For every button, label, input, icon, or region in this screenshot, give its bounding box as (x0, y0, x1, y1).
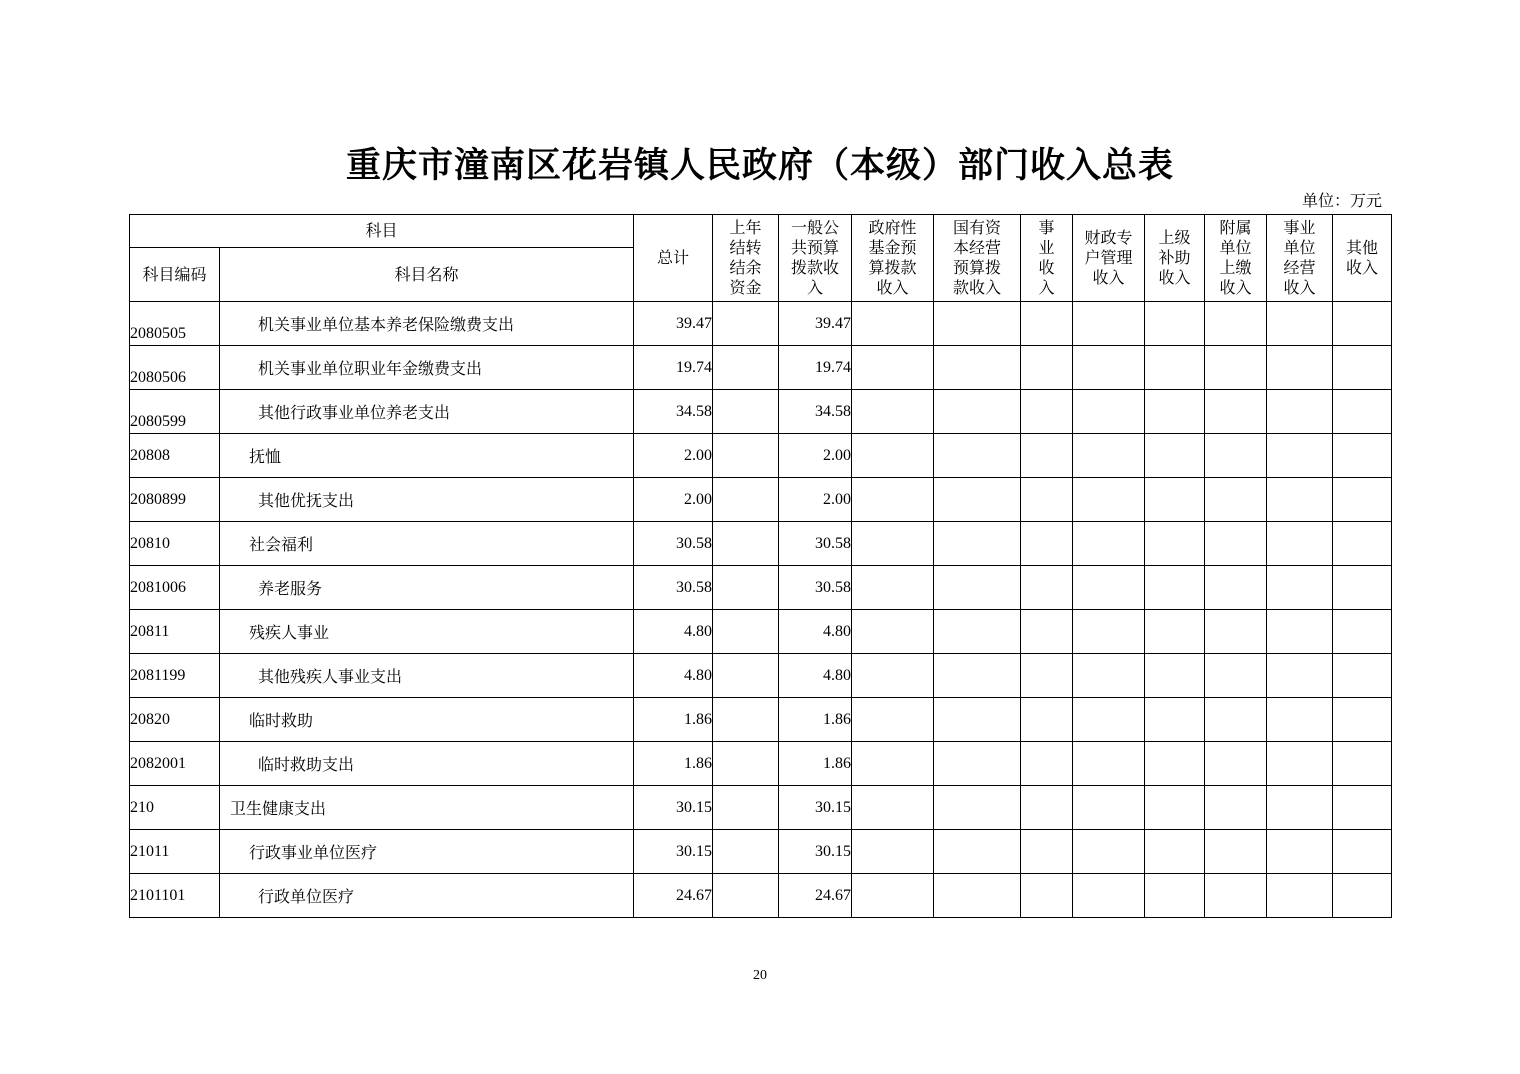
header-gov-fund-line: 算拨款 (868, 258, 917, 277)
header-affiliated-line: 收入 (1219, 278, 1252, 297)
subject-name: 临时救助 (220, 698, 634, 742)
header-other-line: 其他 (1346, 238, 1379, 257)
subject-code: 2080506 (130, 346, 220, 390)
header-carryover-line: 结转 (729, 238, 762, 257)
table-row (130, 654, 1392, 698)
empty-cell (713, 742, 779, 786)
subject-code: 20820 (130, 698, 220, 742)
unit-label: 单位：万元 (1301, 191, 1382, 210)
empty-cell (1145, 346, 1205, 390)
empty-cell (713, 698, 779, 742)
empty-cell (1333, 522, 1392, 566)
empty-cell (1267, 390, 1333, 434)
header-state-capital-line: 本经营 (953, 238, 1002, 257)
empty-cell (934, 742, 1021, 786)
subject-name: 社会福利 (220, 522, 634, 566)
header-gov-fund-line: 基金预 (868, 238, 917, 257)
empty-cell (934, 786, 1021, 830)
empty-cell (852, 786, 934, 830)
empty-cell (1267, 830, 1333, 874)
header-other-line: 收入 (1346, 258, 1379, 277)
subject-code: 21011 (130, 830, 220, 874)
general-budget-value: 1.86 (779, 742, 852, 786)
header-fiscal-special-line: 财政专 (1084, 228, 1133, 247)
header-state-capital (934, 215, 1021, 302)
header-other (1333, 215, 1392, 302)
empty-cell (1021, 874, 1073, 918)
empty-cell (1333, 390, 1392, 434)
empty-cell (1333, 654, 1392, 698)
empty-cell (1267, 346, 1333, 390)
empty-cell (1021, 830, 1073, 874)
header-superior-subsidy-line: 收入 (1158, 268, 1191, 287)
empty-cell (1267, 654, 1333, 698)
header-affiliated (1205, 215, 1267, 302)
empty-cell (1073, 830, 1145, 874)
header-operating-line: 单位 (1283, 238, 1316, 257)
empty-cell (1073, 610, 1145, 654)
empty-cell (1267, 302, 1333, 346)
empty-cell (1073, 698, 1145, 742)
empty-cell (1021, 434, 1073, 478)
subject-code: 2081006 (130, 566, 220, 610)
header-state-capital-line: 国有资 (953, 218, 1002, 237)
empty-cell (1333, 830, 1392, 874)
general-budget-value: 4.80 (779, 654, 852, 698)
empty-cell (934, 346, 1021, 390)
empty-cell (852, 830, 934, 874)
empty-cell (1333, 346, 1392, 390)
page-title: 重庆市潼南区花岩镇人民政府（本级）部门收入总表 (345, 146, 1174, 186)
header-carryover-line: 上年 (729, 218, 762, 237)
empty-cell (1021, 654, 1073, 698)
empty-cell (1145, 478, 1205, 522)
subject-name: 行政单位医疗 (220, 874, 634, 918)
empty-cell (1145, 874, 1205, 918)
table-row (130, 434, 1392, 478)
empty-cell (1145, 742, 1205, 786)
general-budget-value: 30.58 (779, 522, 852, 566)
empty-cell (934, 478, 1021, 522)
total-value: 2.00 (634, 478, 713, 522)
subject-code: 210 (130, 786, 220, 830)
empty-cell (1205, 390, 1267, 434)
empty-cell (1267, 478, 1333, 522)
empty-cell (852, 742, 934, 786)
empty-cell (1145, 390, 1205, 434)
empty-cell (1205, 566, 1267, 610)
general-budget-value: 19.74 (779, 346, 852, 390)
header-fiscal-special-line: 户管理 (1084, 248, 1133, 267)
header-general-budget-line: 共预算 (791, 238, 840, 257)
subject-code: 2080505 (130, 302, 220, 346)
empty-cell (934, 610, 1021, 654)
header-subject: 科目 (130, 215, 634, 248)
empty-cell (1205, 874, 1267, 918)
empty-cell (1021, 566, 1073, 610)
empty-cell (852, 390, 934, 434)
empty-cell (934, 434, 1021, 478)
total-value: 24.67 (634, 874, 713, 918)
empty-cell (1021, 742, 1073, 786)
total-value: 1.86 (634, 698, 713, 742)
table-row (130, 390, 1392, 434)
empty-cell (1073, 478, 1145, 522)
empty-cell (1145, 698, 1205, 742)
header-carryover (713, 215, 779, 302)
header-fiscal-special (1073, 215, 1145, 302)
empty-cell (713, 478, 779, 522)
subject-name: 其他行政事业单位养老支出 (220, 390, 634, 434)
empty-cell (1073, 302, 1145, 346)
empty-cell (1073, 654, 1145, 698)
empty-cell (1333, 566, 1392, 610)
empty-cell (1267, 566, 1333, 610)
subject-code: 2080599 (130, 390, 220, 434)
header-business-line: 事 (1038, 218, 1055, 237)
header-general-budget-line: 拨款收 (791, 258, 840, 277)
empty-cell (1205, 610, 1267, 654)
empty-cell (1145, 302, 1205, 346)
header-affiliated-line: 附属 (1219, 218, 1252, 237)
empty-cell (934, 874, 1021, 918)
header-row-1 (130, 215, 1392, 248)
empty-cell (1267, 874, 1333, 918)
subject-name: 卫生健康支出 (220, 786, 634, 830)
empty-cell (852, 346, 934, 390)
empty-cell (1021, 610, 1073, 654)
empty-cell (1267, 610, 1333, 654)
empty-cell (1267, 522, 1333, 566)
empty-cell (713, 654, 779, 698)
empty-cell (713, 786, 779, 830)
header-gov-fund-line: 政府性 (868, 218, 917, 237)
subject-name: 抚恤 (220, 434, 634, 478)
empty-cell (934, 522, 1021, 566)
header-affiliated-line: 上缴 (1219, 258, 1252, 277)
total-value: 34.58 (634, 390, 713, 434)
empty-cell (1205, 830, 1267, 874)
header-operating (1267, 215, 1333, 302)
header-operating-line: 收入 (1283, 278, 1316, 297)
header-business-line: 入 (1038, 278, 1055, 297)
header-business (1021, 215, 1073, 302)
header-code: 科目编码 (130, 248, 220, 302)
general-budget-value: 24.67 (779, 874, 852, 918)
table-row (130, 346, 1392, 390)
empty-cell (1333, 302, 1392, 346)
empty-cell (1073, 346, 1145, 390)
empty-cell (1021, 786, 1073, 830)
subject-code: 2081199 (130, 654, 220, 698)
subject-name: 残疾人事业 (220, 610, 634, 654)
empty-cell (852, 698, 934, 742)
empty-cell (1333, 478, 1392, 522)
header-general-budget-line: 入 (807, 278, 824, 297)
total-value: 30.15 (634, 830, 713, 874)
general-budget-value: 4.80 (779, 610, 852, 654)
header-total: 总计 (634, 215, 713, 302)
empty-cell (1145, 434, 1205, 478)
empty-cell (1145, 522, 1205, 566)
empty-cell (713, 434, 779, 478)
empty-cell (1267, 742, 1333, 786)
total-value: 30.58 (634, 522, 713, 566)
subject-code: 2082001 (130, 742, 220, 786)
subject-code: 2101101 (130, 874, 220, 918)
empty-cell (1205, 742, 1267, 786)
total-value: 19.74 (634, 346, 713, 390)
empty-cell (934, 302, 1021, 346)
total-value: 30.58 (634, 566, 713, 610)
empty-cell (713, 302, 779, 346)
total-value: 39.47 (634, 302, 713, 346)
subject-code: 20811 (130, 610, 220, 654)
header-superior-subsidy-line: 补助 (1158, 248, 1191, 267)
table-row (130, 610, 1392, 654)
general-budget-value: 30.58 (779, 566, 852, 610)
empty-cell (1073, 742, 1145, 786)
empty-cell (1333, 786, 1392, 830)
subject-name: 其他残疾人事业支出 (220, 654, 634, 698)
table-row (130, 302, 1392, 346)
subject-name: 养老服务 (220, 566, 634, 610)
subject-name: 其他优抚支出 (220, 478, 634, 522)
empty-cell (1267, 434, 1333, 478)
subject-name: 机关事业单位基本养老保险缴费支出 (220, 302, 634, 346)
empty-cell (1073, 566, 1145, 610)
header-business-line: 业 (1038, 238, 1055, 257)
empty-cell (1021, 346, 1073, 390)
total-value: 2.00 (634, 434, 713, 478)
empty-cell (1073, 390, 1145, 434)
header-name: 科目名称 (220, 248, 634, 302)
empty-cell (1205, 478, 1267, 522)
header-superior-subsidy (1145, 215, 1205, 302)
header-operating-line: 事业 (1283, 218, 1316, 237)
empty-cell (1145, 786, 1205, 830)
general-budget-value: 34.58 (779, 390, 852, 434)
empty-cell (1205, 434, 1267, 478)
empty-cell (1205, 302, 1267, 346)
empty-cell (1021, 390, 1073, 434)
empty-cell (1073, 434, 1145, 478)
empty-cell (852, 522, 934, 566)
empty-cell (852, 610, 934, 654)
empty-cell (713, 522, 779, 566)
general-budget-value: 30.15 (779, 786, 852, 830)
empty-cell (1205, 522, 1267, 566)
general-budget-value: 39.47 (779, 302, 852, 346)
table-row (130, 566, 1392, 610)
subject-code: 20808 (130, 434, 220, 478)
empty-cell (1333, 742, 1392, 786)
empty-cell (852, 434, 934, 478)
empty-cell (1073, 522, 1145, 566)
empty-cell (934, 698, 1021, 742)
empty-cell (1333, 610, 1392, 654)
empty-cell (1333, 874, 1392, 918)
empty-cell (1205, 698, 1267, 742)
empty-cell (934, 654, 1021, 698)
subject-code: 20810 (130, 522, 220, 566)
header-gov-fund (852, 215, 934, 302)
header-affiliated-line: 单位 (1219, 238, 1252, 257)
header-gov-fund-line: 收入 (876, 278, 909, 297)
general-budget-value: 30.15 (779, 830, 852, 874)
header-carryover-line: 资金 (729, 278, 762, 297)
empty-cell (852, 874, 934, 918)
subject-code: 2080899 (130, 478, 220, 522)
empty-cell (852, 478, 934, 522)
empty-cell (1145, 610, 1205, 654)
header-superior-subsidy-line: 上级 (1158, 228, 1191, 247)
empty-cell (1205, 346, 1267, 390)
empty-cell (852, 302, 934, 346)
general-budget-value: 2.00 (779, 434, 852, 478)
subject-name: 临时救助支出 (220, 742, 634, 786)
empty-cell (1073, 874, 1145, 918)
empty-cell (713, 874, 779, 918)
header-state-capital-line: 预算拨 (953, 258, 1002, 277)
header-carryover-line: 结余 (729, 258, 762, 277)
empty-cell (1267, 698, 1333, 742)
empty-cell (713, 566, 779, 610)
empty-cell (713, 830, 779, 874)
total-value: 1.86 (634, 742, 713, 786)
subject-name: 行政事业单位医疗 (220, 830, 634, 874)
subject-name: 机关事业单位职业年金缴费支出 (220, 346, 634, 390)
table-row (130, 830, 1392, 874)
table-row (130, 742, 1392, 786)
table-row (130, 786, 1392, 830)
general-budget-value: 1.86 (779, 698, 852, 742)
header-business-line: 收 (1038, 258, 1055, 277)
empty-cell (934, 830, 1021, 874)
empty-cell (713, 610, 779, 654)
empty-cell (1021, 522, 1073, 566)
empty-cell (1145, 830, 1205, 874)
empty-cell (1205, 654, 1267, 698)
table-row (130, 522, 1392, 566)
empty-cell (1021, 478, 1073, 522)
empty-cell (1145, 566, 1205, 610)
page-number: 20 (753, 968, 767, 983)
empty-cell (713, 346, 779, 390)
header-general-budget (779, 215, 852, 302)
empty-cell (852, 654, 934, 698)
header-operating-line: 经营 (1283, 258, 1316, 277)
empty-cell (1205, 786, 1267, 830)
total-value: 4.80 (634, 610, 713, 654)
header-state-capital-line: 款收入 (953, 278, 1002, 297)
empty-cell (1073, 786, 1145, 830)
empty-cell (934, 390, 1021, 434)
empty-cell (1145, 654, 1205, 698)
total-value: 30.15 (634, 786, 713, 830)
empty-cell (1333, 434, 1392, 478)
empty-cell (934, 566, 1021, 610)
empty-cell (1021, 698, 1073, 742)
income-summary-table (129, 214, 1392, 918)
header-general-budget-line: 一般公 (791, 218, 840, 237)
empty-cell (1267, 786, 1333, 830)
general-budget-value: 2.00 (779, 478, 852, 522)
table-row (130, 874, 1392, 918)
empty-cell (1333, 698, 1392, 742)
total-value: 4.80 (634, 654, 713, 698)
empty-cell (852, 566, 934, 610)
table-row (130, 478, 1392, 522)
table-row (130, 698, 1392, 742)
header-fiscal-special-line: 收入 (1092, 268, 1125, 287)
empty-cell (713, 390, 779, 434)
empty-cell (1021, 302, 1073, 346)
